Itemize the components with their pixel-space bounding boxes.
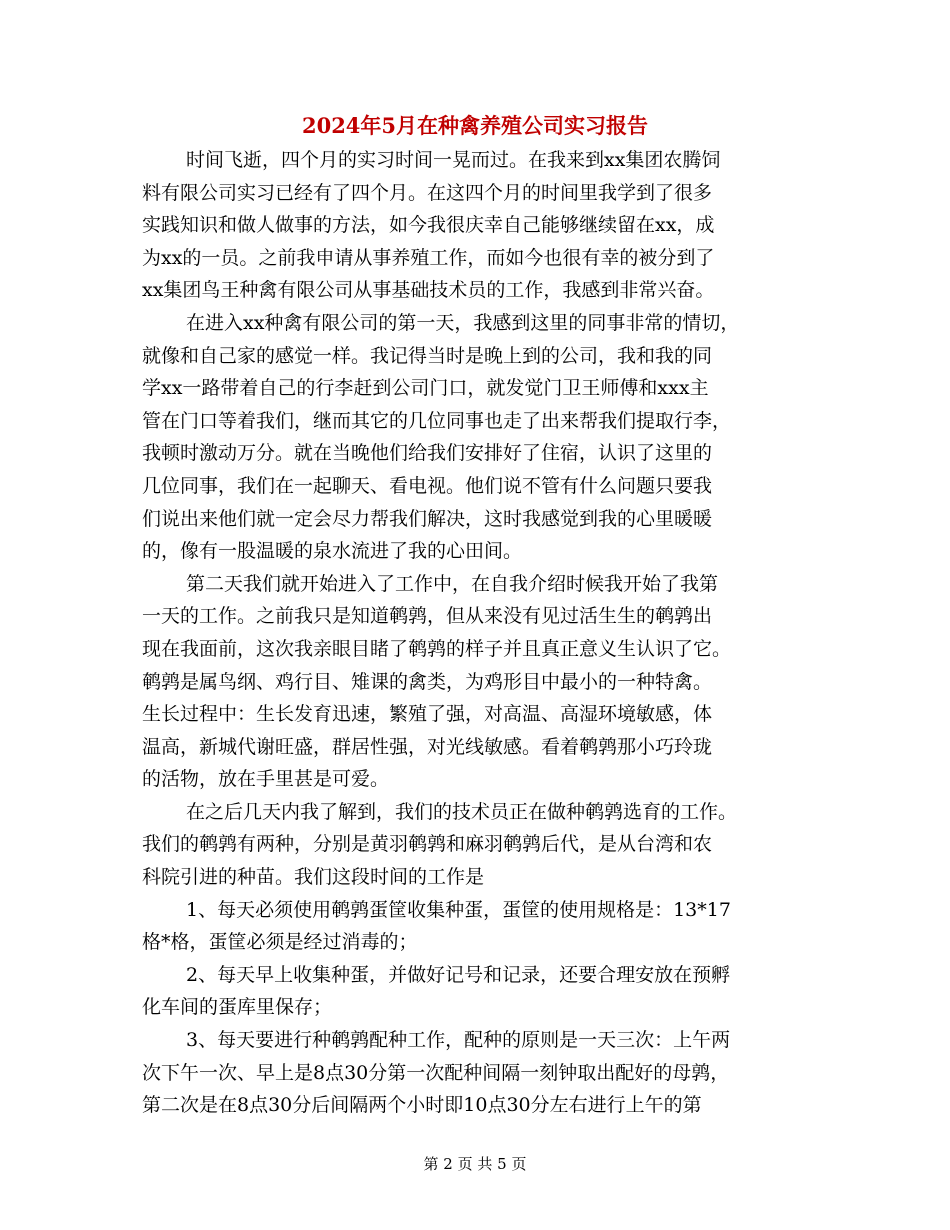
body-line: 我们的鹌鹑有两种，分别是黄羽鹌鹑和麻羽鹌鹑后代，是从台湾和农 xyxy=(142,833,713,856)
body-line: 在之后几天内我了解到，我们的技术员正在做种鹌鹑选育的工作。 xyxy=(186,800,738,823)
body-line: 生长过程中：生长发育迅速，繁殖了强，对高温、高湿环境敏感，体 xyxy=(142,703,713,726)
body-line: 时间飞逝，四个月的实习时间一晃而过。在我来到xx集团农腾饲 xyxy=(186,149,721,171)
body-line: 就像和自己家的感觉一样。我记得当时是晚上到的公司，我和我的同 xyxy=(142,344,713,367)
list-item-line: 第二次是在8点30分后间隔两个小时即10点30分左右进行上午的第 xyxy=(142,1094,702,1117)
list-item-line: 1、每天必须使用鹌鹑蛋筐收集种蛋，蛋筐的使用规格是：13*17 xyxy=(186,898,731,921)
body-line: 学xx一路带着自己的行李赶到公司门口，就发觉门卫王师傅和xxx主 xyxy=(142,377,709,400)
list-item-line: 化车间的蛋库里保存； xyxy=(142,996,333,1019)
body-line: 的，像有一股温暖的泉水流进了我的心田间。 xyxy=(142,540,523,563)
body-line: 的活物，放在手里甚是可爱。 xyxy=(142,768,390,791)
body-line: 科院引进的种苗。我们这段时间的工作是 xyxy=(142,866,485,889)
body-line: 我顿时激动万分。就在当晚他们给我们安排好了住宿，认识了这里的 xyxy=(142,442,713,465)
page-number-footer: 第 2 页 共 5 页 xyxy=(423,1155,527,1173)
body-line: 鹌鹑是属鸟纲、鸡行目、雉课的禽类，为鸡形目中最小的一种特禽。 xyxy=(142,670,713,693)
list-item-line: 2、每天早上收集种蛋，并做好记号和记录，还要合理安放在预孵 xyxy=(186,963,731,986)
body-line: 在进入xx种禽有限公司的第一天，我感到这里的同事非常的情切， xyxy=(186,311,740,334)
body-line: 料有限公司实习已经有了四个月。在这四个月的时间里我学到了很多 xyxy=(142,181,713,204)
body-line: 管在门口等着我们，继而其它的几位同事也走了出来帮我们提取行李， xyxy=(142,409,732,432)
document-title: 2024年5月在种禽养殖公司实习报告 xyxy=(301,113,649,138)
body-line: 们说出来他们就一定会尽力帮我们解决，这时我感觉到我的心里暖暖 xyxy=(142,507,713,530)
body-line: xx集团鸟王种禽有限公司从事基础技术员的工作，我感到非常兴奋。 xyxy=(142,279,715,302)
body-line: 温高，新城代谢旺盛，群居性强，对光线敏感。看着鹌鹑那小巧玲珑 xyxy=(142,735,713,758)
body-line: 一天的工作。之前我只是知道鹌鹑，但从来没有见过活生生的鹌鹑出 xyxy=(142,605,713,628)
body-line: 第二天我们就开始进入了工作中，在自我介绍时候我开始了我第 xyxy=(186,572,719,595)
body-line: 实践知识和做人做事的方法，如今我很庆幸自己能够继续留在xx，成 xyxy=(142,214,715,237)
document-body xyxy=(142,144,812,1122)
body-line: 几位同事，我们在一起聊天、看电视。他们说不管有什么问题只要我 xyxy=(142,474,713,497)
list-item-line: 3、每天要进行种鹌鹑配种工作，配种的原则是一天三次：上午两 xyxy=(186,1029,731,1052)
list-item-line: 格*格，蛋筐必须是经过消毒的； xyxy=(142,931,418,954)
list-item-line: 次下午一次、早上是8点30分第一次配种间隔一刻钟取出配好的母鹑， xyxy=(142,1061,730,1084)
body-line: 现在我面前，这次我亲眼目睹了鹌鹑的样子并且真正意义生认识了它。 xyxy=(142,637,732,660)
body-line: 为xx的一员。之前我申请从事养殖工作，而如今也很有幸的被分到了 xyxy=(142,246,715,269)
